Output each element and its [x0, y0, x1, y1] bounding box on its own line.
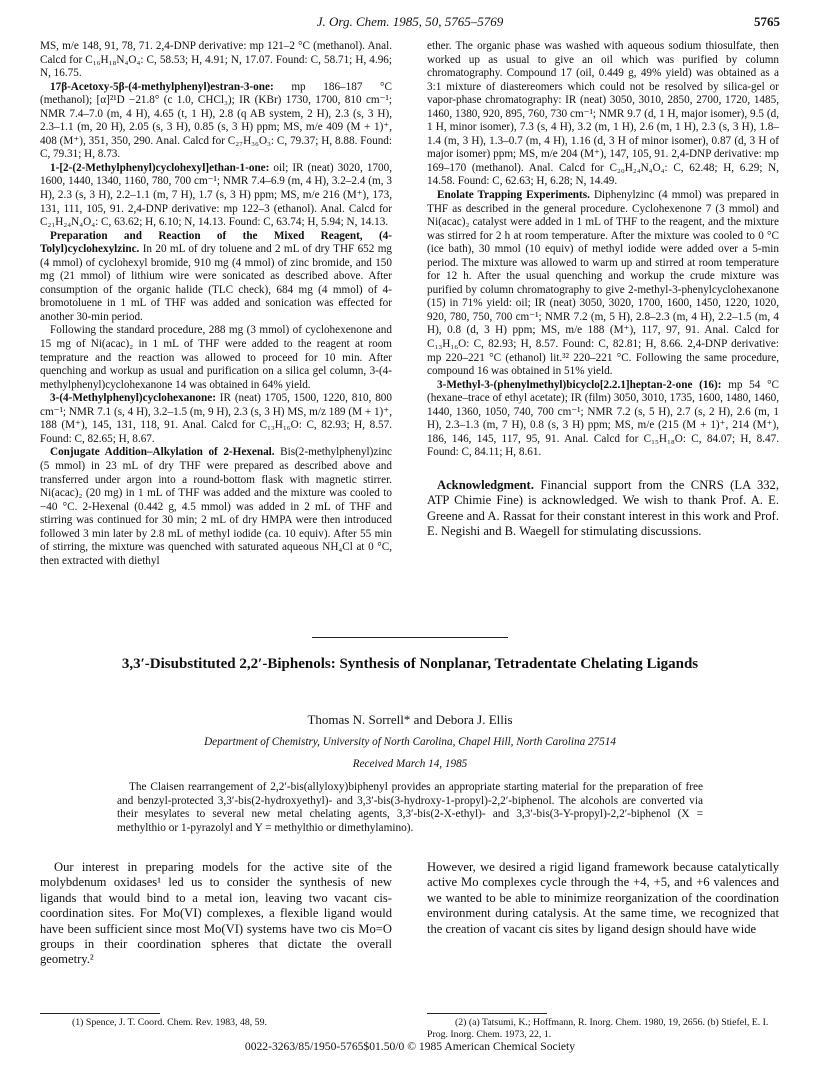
page-footer: 0022-3263/85/1950-5765$01.50/0 © 1985 American Chemical Society [244, 1040, 576, 1053]
received-date: Received March 14, 1985 [352, 758, 468, 770]
paragraph [40, 230, 392, 325]
compound-heading: 3-Methyl-3-(phenylmethyl)bicyclo[2.2.1]heptan-2-one (16): [437, 378, 722, 391]
paragraph [40, 446, 392, 568]
paragraph: Following the standard procedure, 288 mg (3 mmol) of cyclohexenone and 15 mg of Ni(acac)₂ in 1 mL of THF were added to the reagent at room temprature and the reaction was allowed to proceed for 10 min. After quenching and workup as usual and purification on a silica gel column, 3-(4-methylphenyl)cyclohexanone 14 was obtained in 64% yield. [40, 324, 392, 391]
paragraph-text: In 20 mL of dry toluene and 2 mL of dry THF 652 mg (4 mmol) of cyclohexyl bromide, 910 mg (4 mmol) of zinc bromide, and 150 mg (21 mmol) of lithium wire were sonicated as described above. After consumption of the organic halide (TLC check), 684 mg (4 mmol) of 4-bromotoluene in 1 mL of THF was added and sonication was effected for another 30-min period. [40, 243, 392, 323]
footnote: (2) (a) Tatsumi, K.; Hoffmann, R. Inorg. Chem. 1980, 19, 2656. (b) Stiefel, E. I. Prog. Inorg. Chem. 1973, 22, 1. [427, 1017, 769, 1040]
acknowledgment-text: Financial support from the CNRS (LA 332, ATP Chimie Fine) is acknowledged. We wish to thank Prof. A. E. Greene and A. Rassat for their constant interest in this work and Prof. E. Negishi and B. Waegell for stimulating discussions. [427, 477, 779, 539]
compound-heading: 1-[2-(2-Methylphenyl)cyclohexyl]ethan-1-one: [50, 161, 270, 174]
paragraph-text: Bis(2-methylphenyl)zinc (5 mmol) in 23 mL of dry THF were prepared as described above and transferred under argon into a round-bottom flask with magnetic stirrer. Ni(acac)₂ (20 mg) in 1 mL of THF was added and the mixture was cooled to −40 °C. 2-Hexenal (0.442 g, 4.5 mmol) was added in 2 mL of THF and stirring was continued for 30 min; 2 mL of dry HMPA were then introduced followed 3 min later by 2.8 mL of methyl iodide (ca. 10 equiv). After 55 min of stirring, the mixture was quenched with saturated aqueous NH₄Cl at 0 °C, then extracted with diethyl [40, 446, 393, 567]
right-column [427, 40, 779, 540]
left-column [40, 40, 392, 568]
footnote-rule [427, 1013, 547, 1014]
footnote-rule [40, 1013, 160, 1014]
section-divider [312, 637, 508, 638]
section-heading: Conjugate Addition–Alkylation of 2-Hexenal. [50, 446, 275, 459]
paragraph-text: Diphenylzinc (4 mmol) was prepared in THF as described in the general procedure. Cyclohexenone 7 (3 mmol) and Ni(acac)₂ catalyst were added in 1 mL of THF to the reagent, and the mixture was stirred for 2 h at room temperature. After the mixture was cooled to 0 °C (ice bath), 30 mmol (10 equiv) of methyl iodide were added over a 5-min period. The mixture was allowed to warm up and stirred at room temperature for 12 h. After the usual quenching and workup the crude mixture was purified by column chromatography to give 2-methyl-3-phenylcyclohexanone (15) in 71% yield: oil; IR (neat) 3050, 3020, 1700, 1600, 1450, 1220, 1020, 920, 780, 750, 700 cm⁻¹; NMR 7.2 (m, 5 H), 2.8–2.3 (m, 4 H), 2.2–1.5 (m, 4 H), 0.8 (d, 3 H) ppm; MS, m/e 188 (M⁺), 117, 97, 91. Anal. Calcd for C₁₃H₁₆O: C, 82.93; H, 8.57. Found: C, 82.81; H, 8.66. 2,4-DNP derivative: mp 220–221 °C (ethanol) lit.³² 220–221 °C. Following the same procedure, compound 16 was obtained in 51% yield. [427, 189, 779, 378]
article-authors: Thomas N. Sorrell* and Debora J. Ellis [307, 712, 513, 727]
section-heading: Enolate Trapping Experiments. [437, 189, 590, 202]
body-left: Our interest in preparing models for the active site of the molybdenum oxidases¹ led us to consider the synthesis of new ligands that would bind to a metal ion, leaving two vacant cis-coordination sites. For Mo(VI) complexes, a flexible ligand would have been sufficient since most Mo(VI) systems have two cis Mo=O groups in their coordination spheres that dictate the overall geometry.² [40, 860, 392, 967]
paragraph [40, 81, 392, 162]
running-header [0, 14, 820, 34]
abstract: The Claisen rearrangement of 2,2′-bis(allyloxy)biphenyl provides an appropriate starting material for the preparation of free and benzyl-protected 3,3′-bis(2-hydroxyethyl)- and 3,3′-bis(3-hydroxy-1-propyl)-2,2′-biphenol. The alcohols are converted via their mesylates to several new metal chelating agents, 3,3′-bis(2-X-ethyl)- and 3,3′-bis(3-Y-propyl)-2,2′-biphenol (X = methylthio or 1-pyrazolyl and Y = methylthio or dimethylamino). [117, 781, 703, 834]
paragraph [427, 379, 779, 460]
paragraph [40, 162, 392, 230]
article-title: 3,3′-Disubstituted 2,2′-Biphenols: Synthesis of Nonplanar, Tetradentate Chelating Ligands [121, 656, 699, 672]
paragraph: MS, m/e 148, 91, 78, 71. 2,4-DNP derivative: mp 121–2 °C (methanol). Anal. Calcd for C₁₆H₁₈N₄O₄: C, 58.53; H, 4.91; N, 17.07. Found: C, 58.71; H, 4.96; N, 16.75. [40, 40, 392, 80]
journal-citation: J. Org. Chem. 1985, 50, 5765–5769 [316, 14, 504, 29]
paragraph [40, 392, 392, 446]
page-number: 5765 [754, 14, 780, 29]
footnote: (1) Spence, J. T. Coord. Chem. Rev. 1983, 48, 59. [72, 1017, 267, 1028]
author-affiliation: Department of Chemistry, University of North Carolina, Chapel Hill, North Carolina 27514 [204, 736, 616, 748]
paragraph-text: mp 186–187 °C (methanol); [α]²¹D −21.8° (c 1.0, CHCl₃); IR (KBr) 1730, 1700, 810 cm⁻¹; NMR 7.4–7.0 (m, 4 H), 4.65 (t, 1 H), 2.8 (q AB system, 2 H), 2.3 (s, 3 H), 2.3–1.1 (m, 20 H), 2.05 (s, 3 H), 0.85 (s, 3 H) ppm; MS, m/e 409 (M + 1)⁺, 408 (M⁺), 351, 350, 290. Anal. Calcd for C₂₇H₃₆O₃: C, 79.37; H, 8.88. Found: C, 79.31; H, 8.73. [40, 80, 392, 161]
acknowledgment [427, 478, 779, 540]
paragraph-text: oil; IR (neat) 3020, 1700, 1600, 1440, 1340, 1160, 780, 700 cm⁻¹; NMR 7.4–6.9 (m, 4 H), 3.2–2.4 (m, 3 H), 2.3 (s, 3 H), 2.2–1.1 (m, 7 H), 1.7 (s, 3 H) ppm; MS, m/e 216 (M⁺), 173, 131, 111, 105, 91. 2,4-DNP derivative: mp 122–3 (ethanol). Anal. Calcd for C₂₁H₂₄N₄O₄: C, 63.62; H, 6.10; N, 14.13. Found: C, 63.74; H, 5.94; N, 14.13. [40, 161, 392, 229]
body-right: However, we desired a rigid ligand framework because catalytically active Mo complexes cycle through the +4, +5, and +6 valences and we wanted to be able to minimize reorganization of the coordination environment during catalysis. At the same time, we recognized that the creation of vacant cis sites by ligand design should have wide [427, 860, 779, 936]
compound-heading: 17β-Acetoxy-5β-(4-methylphenyl)estran-3-one: [50, 80, 274, 93]
paragraph [427, 189, 779, 379]
section-heading: Preparation and Reaction of the Mixed Reagent, (4-Tolyl)cyclohexylzinc. [40, 229, 392, 256]
paragraph-text: mp 54 °C (hexane–trace of ethyl acetate); IR (film) 3050, 3010, 1735, 1600, 1480, 1460, 1440, 1360, 1050, 740, 700 cm⁻¹; NMR 7.2 (s, 5 H), 2.7 (s, 2 H), 2.6 (m, 1 H), 2.3–1.3 (m, 7 H), 0.8 (s, 3 H) ppm; MS, m/e (215 (M + 1)⁺, 214 (M⁺), 186, 146, 145, 117, 95, 91. Anal. Calcd for C₁₅H₁₈O: C, 84.07; H, 8.47. Found: C, 84.11; H, 8.61. [427, 378, 780, 459]
paragraph-text: IR (neat) 1705, 1500, 1220, 810, 800 cm⁻¹; NMR 7.1 (s, 4 H), 3.2–1.5 (m, 9 H), 2.3 (s, 3 H) MS, m/z 189 (M + 1)⁺, 188 (M⁺), 145, 131, 118, 91. Anal. Calcd for C₁₃H₁₆O: C, 82.93; H, 8.57. Found: C, 82.65; H, 8.67. [40, 392, 392, 445]
compound-heading: 3-(4-Methylphenyl)cyclohexanone: [50, 392, 216, 405]
paragraph: ether. The organic phase was washed with aqueous sodium thiosulfate, then worked up as usual to give an oil which was purified by column chromatography. Compound 17 (oil, 0.449 g, 49% yield) was obtained as a 3:1 mixture of diastereomers which could not be resolved by silica-gel or vapor-phase chromatography: IR (neat) 3050, 3010, 2850, 2700, 1720, 1485, 1460, 1380, 920, 895, 760, 730 cm⁻¹; NMR 9.7 (d, 1 H, major isomer), 9.5 (d, 1 H, minor isomer), 7.3 (s, 4 H), 3.2 (m, 1 H), 2.6 (m, 1 H), 2.3 (s, 3 H), 1.8–1.4 (m, 3 H), 1.3–0.7 (m, 4 H), 1.16 (d, 3 H of minor isomer), 0.87 (d, 3 H of major isomer) ppm; MS, m/e 204 (M⁺), 147, 105, 91. 2,4-DNP derivative: mp 169–170 (methanol). Anal. Calcd for C₂₀H₂₄N₄O₄: C, 62.48; H, 6.29; N, 14.58. Found: C, 62.63; H, 6.28; N, 14.49. [427, 40, 779, 188]
acknowledgment-heading: Acknowledgment. [437, 477, 534, 492]
